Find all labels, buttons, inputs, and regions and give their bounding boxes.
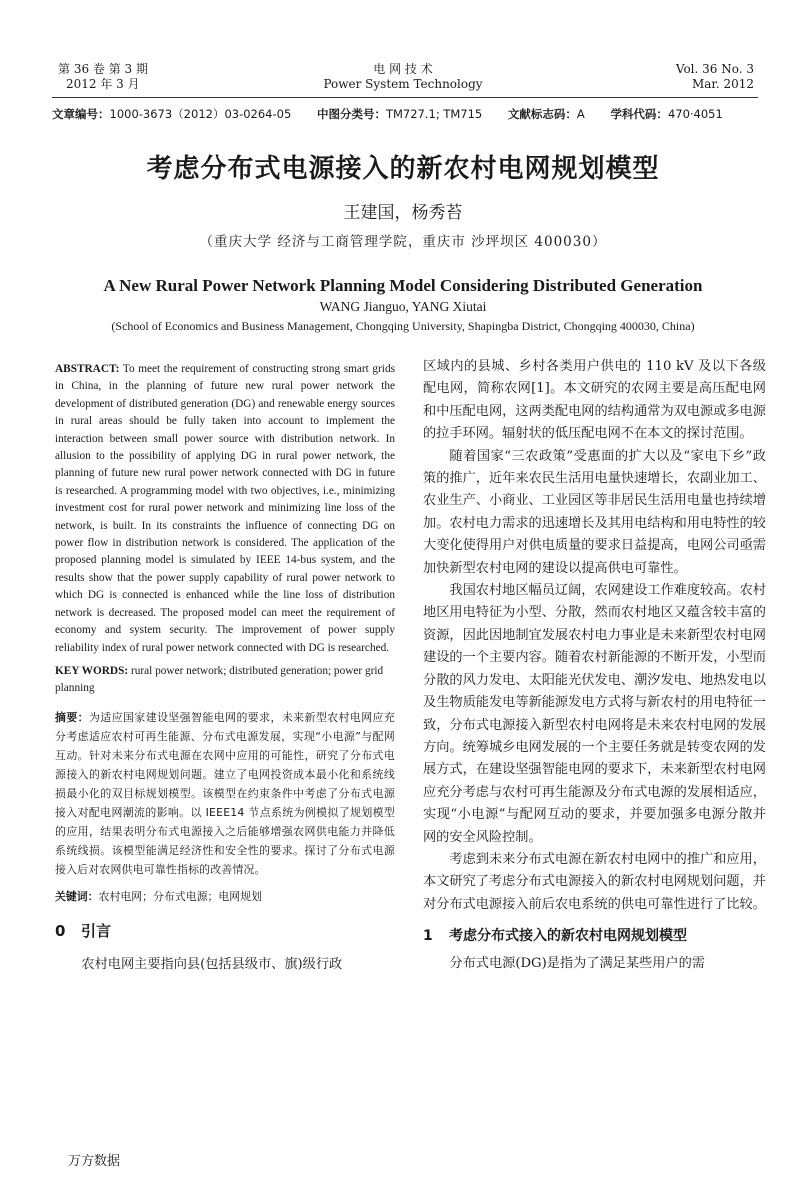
abstract-en-text: To meet the requirement of constructing strong smart grids in China, in the planning of future new rural power network the development of distributed generation (DG) and renewable energy sources in rural areas should be fully taken into account to implement the interaction between small power source with distribution network. In allusion to the possibility of applying DG in rural power network, the planning of future new rural power network connected with DG in future is researched. A programming model with two objectives, i.e., minimizing investment cost for rural power network and minimizing line loss of the network, is built. In its constraints the influence of connecting DG on power flow in distribution network is considered. The application of the proposed planning model is simulated by IEEE 14-bus system, and the results show that the power supply capability of rural power network to which DG is connected is enhanced while the line loss of distribution network is decreased. The proposed model can meet the requirement of economy and system security. The improvement of power supply reliability index of rural power network connected with DG is researched.	[55, 363, 395, 654]
section-number: 0	[55, 921, 66, 940]
subject-label: 学科代码：	[610, 107, 668, 121]
section-number: 1	[423, 928, 433, 945]
header-divider	[52, 97, 758, 98]
section-heading-1	[423, 925, 766, 945]
watermark-footer: 万方数据	[68, 1154, 121, 1169]
issue-date-en: Mar. 2012	[691, 77, 754, 91]
journal-issue-info-en	[676, 62, 754, 92]
subject-code: 470·4051	[667, 107, 723, 121]
affiliation-en: (School of Economics and Business Management, Chongqing University, Shapingba District, Chongqing 400030, China)	[111, 319, 695, 333]
affiliation-zh: （重庆大学 经济与工商管理学院，重庆市 沙坪坝区 400030）	[199, 234, 607, 250]
intro-paragraph-start: 农村电网主要指向县(包括县级市、旗)级行政	[81, 956, 343, 972]
section-heading-intro	[55, 920, 395, 941]
keywords-en	[55, 663, 395, 698]
section-title: 考虑分布式接入的新农村电网规划模型	[449, 928, 687, 945]
intro-paragraph-1: 区域内的县城、乡村各类用户供电的 110 kV 及以下各级配电网，简称农网[1]。本文研究的农网主要是高压配电网和中压配电网，这两类配电网的结构通常为双电源或多电源的拉手环网。辐射状的低压配电网不在本文的探讨范围。	[423, 359, 766, 442]
doc-code: A	[576, 107, 585, 121]
abstract-en-label: ABSTRACT:	[55, 363, 120, 375]
issue-date: 2012 年 3 月	[66, 77, 140, 91]
abstract-zh	[55, 708, 395, 879]
article-no: 1000-3673（2012）03-0264-05	[109, 107, 292, 121]
section1-paragraph-start: 分布式电源(DG)是指为了满足某些用户的需	[449, 956, 705, 972]
journal-name-zh: 电 网 技 术	[373, 62, 433, 76]
intro-paragraph-3: 我国农村地区幅员辽阔，农网建设工作难度较高。农村地区用电特征为小型、分散，然而农村地区又蕴含较丰富的资源，因此因地制宜发展农村电力事业是未来新型农村电网建设的一个主要内容。随着农村新能源的不断开发，小型而分散的风力发电、太阳能光伏发电、潮汐发电、地热发电以及生物质能发电等新能源发电方式将与新农村的用电特征一致，分布式电源接入新型农村电网将是未来农村电网的发展方向。统筹城乡电网发展的一个主要任务就是转变农网的发展方式，在建设坚强智能电网的要求下，未来新型农村电网应充分考虑与农村可再生能源及分布式电源的发展相适应，实现“小电源”与配网互动的要求，并要加强多电源分散并网的安全风险控制。	[423, 583, 766, 845]
doc-code-label: 文献标志码：	[507, 107, 577, 121]
authors-en: WANG Jianguo, YANG Xiutai	[319, 299, 487, 314]
volume-issue-en: Vol. 36 No. 3	[675, 62, 754, 76]
article-no-label: 文章编号：	[52, 107, 110, 121]
keywords-zh	[55, 888, 395, 904]
clc-label: 中图分类号：	[316, 107, 386, 121]
keywords-zh-label: 关键词：	[55, 889, 99, 903]
keywords-en-label: KEY WORDS:	[55, 664, 129, 677]
left-column	[55, 361, 395, 978]
intro-paragraph-4: 考虑到未来分布式电源在新农村电网中的推广和应用，本文研究了考虑分布式电源接入的新农村电网规划问题，并对分布式电源接入前后农电系统的供电可靠性进行了比较。	[423, 851, 766, 912]
authors-zh: 王建国，杨秀苔	[343, 203, 463, 223]
abstract-zh-text: 为适应国家建设坚强智能电网的要求，未来新型农村电网应充分考虑适应农村可再生能源、分布式电源发展，实现“小电源”与配网互动。针对未来分布式电源在农网中应用的可能性，研究了分布式电源接入的新农村电网规划问题。建立了电网投资成本最小化和系统线损最小化的双目标规划模型。该模型在约束条件中考虑了分布式电源接入对配电网潮流的影响。以 IEEE14 节点系统为例模拟了规划模型的应用，结果表明分布式电源接入之后能够增强农网供电能力并降低系统线损。该模型能满足经济性和安全性的要求。探讨了分布式电源接入后对农网供电可靠性指标的改善情况。	[55, 710, 395, 876]
right-column	[423, 356, 766, 976]
clc-code: TM727.1; TM715	[385, 107, 483, 121]
abstract-en	[55, 361, 395, 657]
keywords-zh-text: 农村电网；分布式电源；电网规划	[98, 889, 262, 903]
volume-issue: 第 36 卷 第 3 期	[58, 62, 148, 76]
keywords-en-text: rural power network; distributed generation; power grid planning	[55, 664, 384, 695]
journal-name-en: Power System Technology	[323, 77, 483, 91]
article-meta	[52, 106, 762, 122]
abstract-zh-label: 摘要：	[55, 710, 90, 724]
paper-title-zh: 考虑分布式电源接入的新农村电网规划模型	[146, 154, 660, 184]
intro-paragraph-2: 随着国家“三农政策”受惠面的扩大以及“家电下乡”政策的推广，近年来农民生活用电量快速增长，农副业加工、农业生产、小商业、工业园区等非居民生活用电量也持续增加。农村电力需求的迅速增长及其用电结构和用电特性的较大变化使得用户对供电质量的要求日益提高，电网公司亟需加快新型农村电网的建设以提高供电可靠性。	[423, 448, 766, 576]
section-title: 引言	[81, 921, 112, 940]
paper-title-en: A New Rural Power Network Planning Model Considering Distributed Generation	[103, 276, 703, 295]
